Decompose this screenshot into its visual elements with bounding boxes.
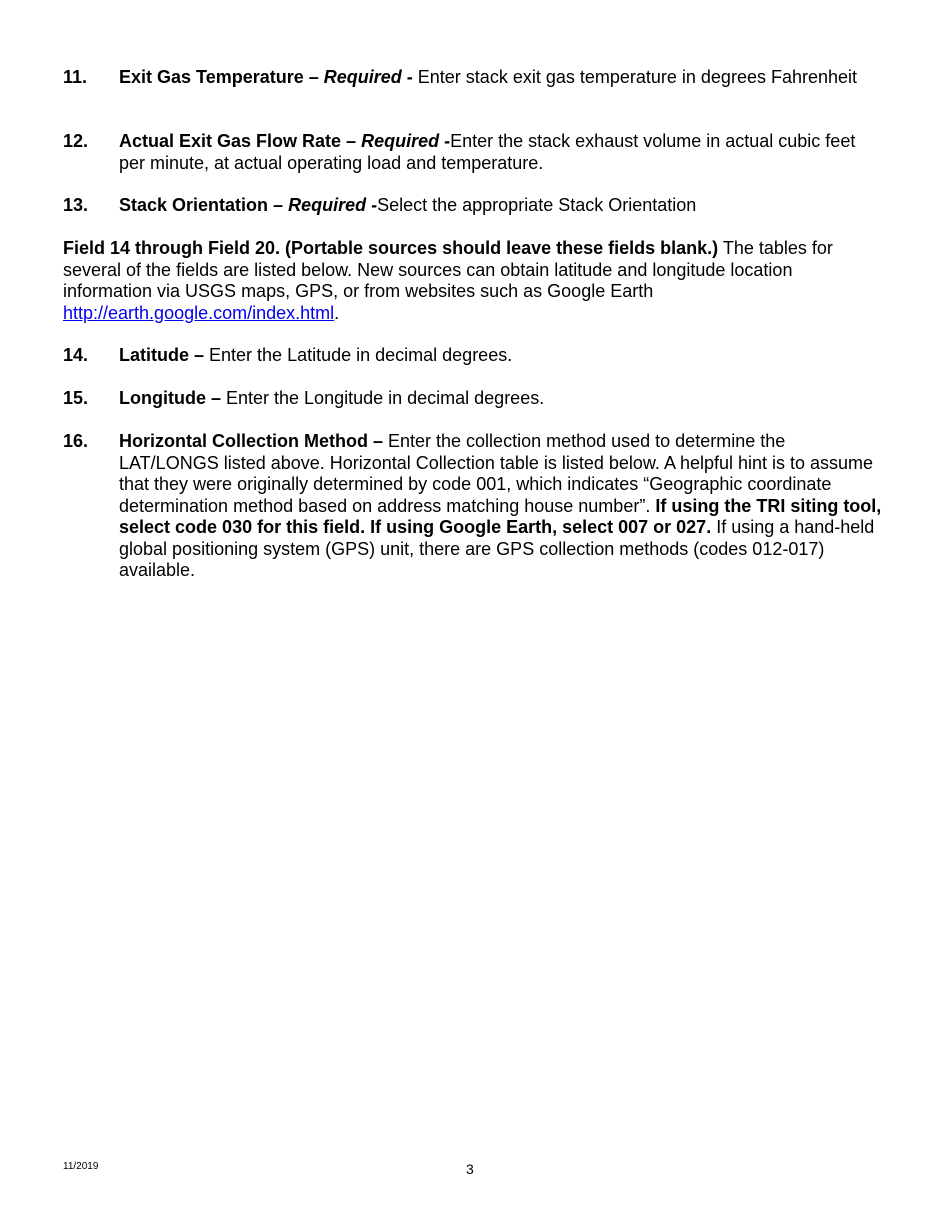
field-13: [63, 195, 883, 217]
field-16: [63, 431, 883, 582]
footer-date: 11/2019: [63, 1161, 99, 1172]
field-number: 13.: [63, 195, 89, 215]
field-label: Exit Gas Temperature –: [119, 67, 319, 87]
field-label: Horizontal Collection Method –: [119, 431, 383, 451]
field-number: 15.: [63, 388, 89, 408]
field-description: [119, 195, 883, 217]
field-15: [63, 388, 883, 410]
field-12: [63, 131, 883, 174]
intro-text: The tables for several of the fields are listed below. New sources can obtain latitude and longitude location information via USGS maps, GPS, or from websites such as Google Earth: [63, 238, 833, 301]
field-text: Enter the collection method used to determine the LAT/LONGS listed above. Horizontal Collection table is listed below. A helpful hint is to assume that they were originally determined by code 001, which indicates “Geographic coordinate determination method based on address matching house number”.: [119, 431, 874, 516]
field-hint: If using the TRI siting tool, select code 030 for this field. If using Google Earth, select 007 or 027.: [119, 495, 882, 537]
required-marker: Required -: [361, 131, 451, 151]
field-number: 14.: [63, 345, 89, 365]
field-text: Enter stack exit gas temperature in degrees Fahrenheit: [412, 67, 858, 87]
field-number: 12.: [63, 131, 89, 151]
field-label: Latitude –: [119, 345, 205, 365]
field-text-gps: If using a hand-held global positioning system (GPS) unit, there are GPS collection methods (codes 012-017) available.: [119, 517, 875, 580]
google-earth-link[interactable]: http://earth.google.com/index.html: [63, 302, 335, 323]
field-number: 11.: [63, 67, 88, 87]
field-text: Select the appropriate Stack Orientation: [377, 195, 697, 215]
intro-heading: Field 14 through Field 20. (Portable sources should leave these fields blank.): [63, 238, 719, 258]
field-text: Enter the Latitude in decimal degrees.: [204, 345, 513, 365]
field-description: [119, 131, 883, 174]
field-text: Enter the Longitude in decimal degrees.: [221, 388, 545, 408]
field-11: [63, 67, 883, 89]
field-description: [119, 431, 883, 582]
field-label: Longitude –: [119, 388, 221, 408]
field-text: Enter the stack exhaust volume in actual cubic feet per minute, at actual operating load and temperature.: [119, 131, 856, 173]
required-marker: Required -: [288, 195, 378, 215]
fields-14-20-intro: [63, 238, 883, 324]
field-number: 16.: [63, 431, 89, 451]
field-description: [119, 345, 883, 367]
field-description: [119, 388, 883, 410]
field-14: [63, 345, 883, 367]
field-description: [119, 67, 883, 89]
intro-period: .: [334, 302, 340, 323]
field-label: Stack Orientation –: [119, 195, 284, 215]
field-label: Actual Exit Gas Flow Rate –: [119, 131, 357, 151]
required-marker: Required -: [323, 67, 413, 87]
page-number: 3: [466, 1161, 474, 1177]
